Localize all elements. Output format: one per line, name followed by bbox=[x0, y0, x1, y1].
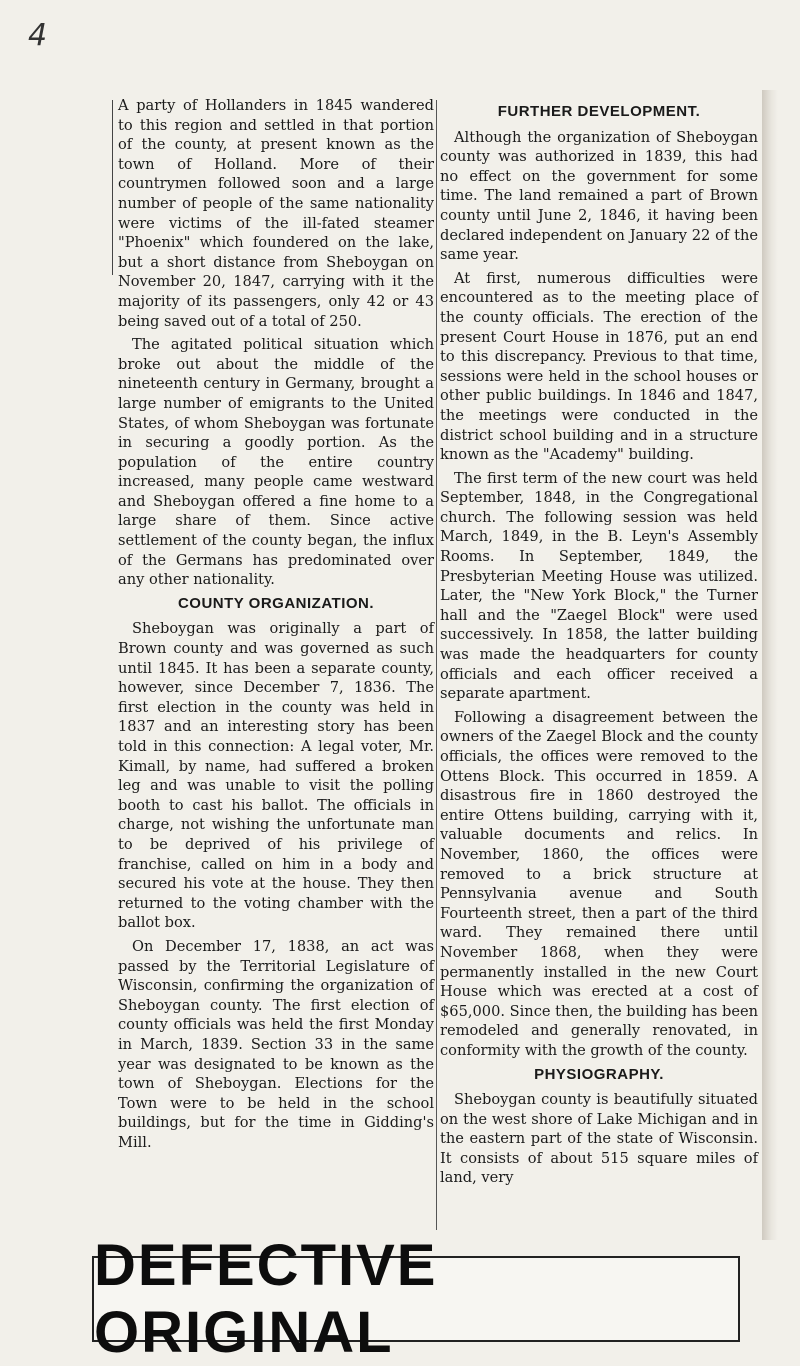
heading-county-organization: COUNTY ORGANIZATION. bbox=[177, 594, 375, 612]
heading-physiography: PHYSIOGRAPHY. bbox=[534, 1065, 664, 1083]
clipping-edge bbox=[112, 100, 113, 275]
column-rule bbox=[436, 100, 437, 1230]
paragraph-sheboygan-situated: Sheboygan county is beautifully situated on the west shore of Lake Michigan and in the eastern part of the state of Wisconsin. It consists of about 515 square miles of land, very bbox=[440, 1091, 758, 1187]
paragraph-brown-county: Sheboygan was originally a part of Brown county and was governed as such until 1845. It has been a separate county, however, since December 7, 1836. The first election in the county was held in 1837 and an interesting story has been told in this connection: A legal voter, Mr. Kimall, by name, had suffered a broken leg and was unable to visit the polling booth to cast his ballot. The officials in charge, not wishing the unfortunate man to be deprived of his privilege of franchise, called on him in a body and secured his vote at the house. They then returned to the voting chamber with the ballot box. bbox=[118, 620, 434, 932]
defective-original-stamp bbox=[92, 1233, 740, 1365]
stamp-text: DEFECTIVE ORIGINAL bbox=[94, 1233, 438, 1365]
paragraph-organization-authorized: Although the organization of Sheboygan county was authorized in 1839, this had no effect on the government for some time. The land remained a part of Brown county until June 2, 1846, it having been declared independent on January 22 of the same year. bbox=[440, 128, 758, 264]
paragraph-germany: The agitated political situation which broke out about the middle of the nineteenth century in Germany, brought a large number of emigrants to the United States, of whom Sheboygan was fortunate in securing a goodly portion. As the population of the entire country increased, many people came westward and Sheboygan offered a fine home to a large share of them. Since active settlement of the county began, the influx of the Germans has predominated over any other nationality. bbox=[118, 336, 434, 589]
heading-further-development: FURTHER DEVELOPMENT. bbox=[497, 103, 701, 120]
paragraph-hollanders: A party of Hollanders in 1845 wandered to this region and settled in that portion of the county, at present known as the town of Holland. More of their countrymen followed soon and a large number of people of the same nationality were victims of the ill-fated steamer "Phoenix" which foundered on the lake, but a short distance from Sheboygan on November 20, 1847, carrying with it the majority of its passengers, only 42 or 43 being saved out of a total of 250. bbox=[118, 97, 434, 330]
page-number: 4 bbox=[28, 18, 48, 53]
left-column bbox=[118, 96, 434, 1156]
paragraph-first-term: The first term of the new court was held September, 1848, in the Congregational church. The following session was held March, 1849, in the B. Leyn's Assembly Rooms. In September, 1849, the Presbyterian Meeting House was utilized. Later, the "New York Block," the Turner hall and the "Zaegel Block" were used successively. In 1858, the latter building was made the headquarters for county officials and each officer received a separate apartment. bbox=[440, 469, 758, 703]
torn-paper-edge bbox=[762, 90, 778, 1240]
paragraph-meeting-place: At first, numerous difficulties were encountered as to the meeting place of the county officials. The erection of the present Court House in 1876, put an end to this discrepancy. Previous to that time, sessions were held in the school houses or other public buildings. In 1846 and 1847, the meetings were conducted in the district school building and in a structure known as the "Academy" building. bbox=[440, 269, 758, 464]
right-column bbox=[440, 98, 758, 1192]
paragraph-territorial-act: On December 17, 1838, an act was passed by the Territorial Legislature of Wisconsin, confirming the organization of Sheboygan county. The first election of county officials was held the first Monday in March, 1839. Section 33 in the same year was designated to be known as the town of Sheboygan. Elections for the Town were to be held in the school buildings, but for the time in Gidding's Mill. bbox=[118, 937, 434, 1151]
paragraph-disagreement: Following a disagreement between the owners of the Zaegel Block and the county officials, the offices were removed to the Ottens Block. This occurred in 1859. A disastrous fire in 1860 destroyed the entire Ottens building, carrying with it, valuable documents and relics. In November, 1860, the offices were removed to a brick structure at Pennsylvania avenue and South Fourteenth street, then a part of the third ward. They remained there until November 1868, when they were permanently installed in the new Court House which was erected at a cost of $65,000. Since then, the building has been remodeled and generally renovated, in conformity with the growth of the county. bbox=[440, 708, 758, 1059]
